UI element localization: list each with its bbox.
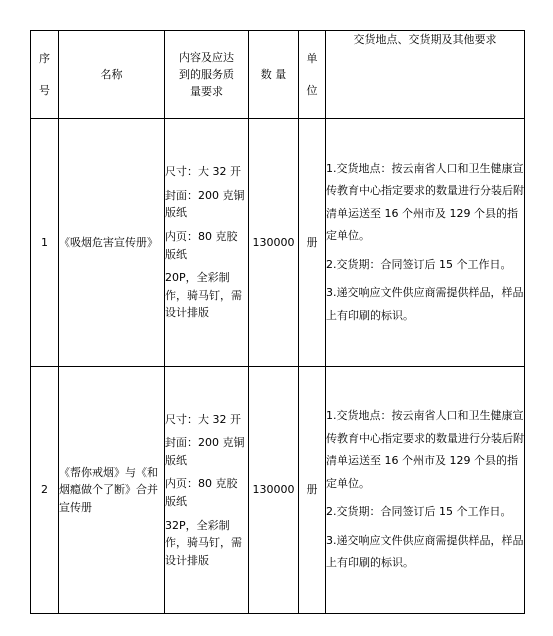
spec-line: 尺寸：大 32 开 xyxy=(165,165,241,179)
requirement-item: 1.交货地点：按云南省人口和卫生健康宣传教育中心指定要求的数量进行分装后附清单运送至 16 个州市及 129 个县的指定单位。 xyxy=(326,161,524,243)
header-seq xyxy=(31,31,59,119)
procurement-requirements-table xyxy=(30,30,525,614)
requirement-item: 2.交货期：合同签订后 15 个工作日。 xyxy=(326,505,512,519)
row-unit: 册 xyxy=(299,119,326,367)
header-row xyxy=(31,31,525,119)
row-requirements xyxy=(326,367,525,614)
header-content-line: 量要求 xyxy=(190,85,223,99)
header-seq-line: 号 xyxy=(39,83,50,97)
row-seq: 2 xyxy=(31,367,59,614)
spec-line: 内页：80 克胶版纸 xyxy=(165,477,238,508)
table-row xyxy=(31,119,525,367)
spec-line: 32P，全彩制作，骑马钉，需设计排版 xyxy=(165,518,242,567)
requirement-item: 3.递交响应文件供应商需提供样品，样品上有印刷的标识。 xyxy=(326,286,524,322)
spec-line: 封面：200 克铜版纸 xyxy=(165,436,245,467)
header-content-line: 内容及应达 xyxy=(179,50,234,64)
header-name: 名称 xyxy=(59,31,165,119)
header-content-line: 到的服务质 xyxy=(179,67,234,81)
row-name: 《帮你戒烟》与《和烟瘾做个了断》合并宣传册 xyxy=(59,367,165,614)
header-unit-line: 单 xyxy=(306,51,318,65)
requirement-item: 1.交货地点：按云南省人口和卫生健康宣传教育中心指定要求的数量进行分装后附清单运送至 16 个州市及 129 个县的指定单位。 xyxy=(326,409,524,490)
row-quantity: 130000 xyxy=(249,119,299,367)
header-content xyxy=(165,31,249,119)
row-unit: 册 xyxy=(299,367,326,614)
row-quantity: 130000 xyxy=(249,367,299,614)
row-specs xyxy=(165,367,249,614)
spec-line: 20P，全彩制作，骑马钉，需设计排版 xyxy=(165,271,242,320)
spec-line: 内页：80 克胶版纸 xyxy=(165,229,238,261)
spec-line: 封面：200 克铜版纸 xyxy=(165,188,245,220)
row-requirements xyxy=(326,119,525,367)
spec-line: 尺寸：大 32 开 xyxy=(165,412,241,426)
header-seq-line: 序 xyxy=(39,51,50,65)
row-seq: 1 xyxy=(31,119,59,367)
header-unit xyxy=(299,31,326,119)
requirement-item: 2.交货期：合同签订后 15 个工作日。 xyxy=(326,257,512,271)
requirement-item: 3.递交响应文件供应商需提供样品，样品上有印刷的标识。 xyxy=(326,533,524,570)
table-row xyxy=(31,367,525,614)
row-name: 《吸烟危害宣传册》 xyxy=(59,119,165,367)
header-requirements: 交货地点、交货期及其他要求 xyxy=(326,31,525,119)
header-quantity: 数 量 xyxy=(249,31,299,119)
header-unit-line: 位 xyxy=(306,83,318,97)
row-specs xyxy=(165,119,249,367)
